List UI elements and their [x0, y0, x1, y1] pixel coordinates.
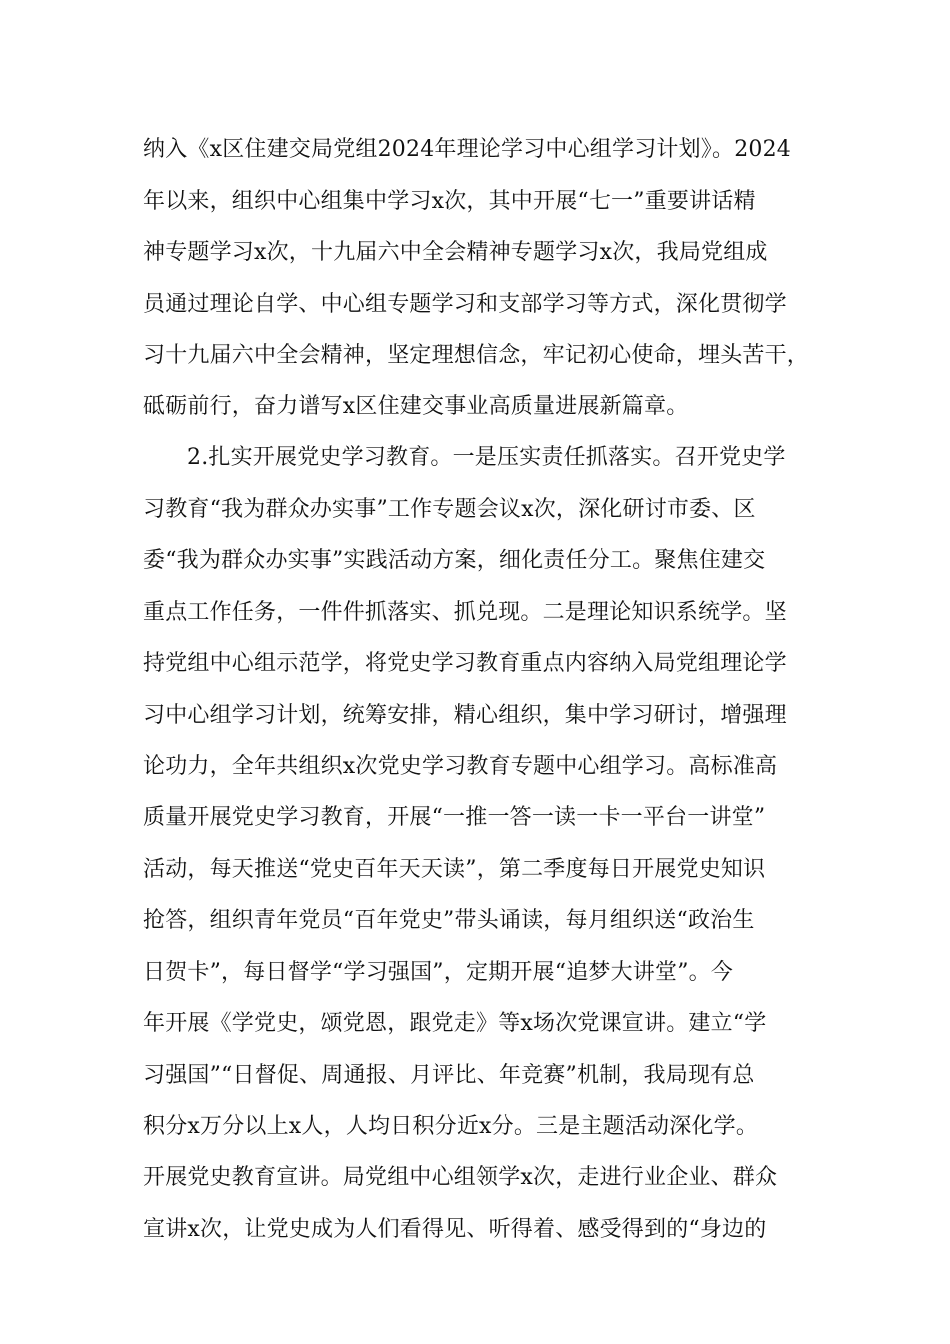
text-line: 委“我为群众办实事”实践活动方案，细化责任分工。聚焦住建交: [143, 548, 766, 573]
text-line: 抢答，组织青年党员“百年党史”带头诵读，每月组织送“政治生: [143, 908, 755, 933]
text-line: 开展党史教育宣讲。局党组中心组领学x次，走进行业企业、群众: [143, 1165, 778, 1190]
text-line: 论功力，全年共组织x次党史学习教育专题中心组学习。高标准高: [143, 754, 778, 779]
text-line: 员通过理论自学、中心组专题学习和支部学习等方式，深化贯彻学: [143, 292, 787, 317]
text-line: 活动，每天推送“党史百年天天读”，第二季度每日开展党史知识: [143, 857, 766, 882]
paragraph-first-line: 2.扎实开展党史学习教育。一是压实责任抓落实。召开党史学: [187, 445, 786, 470]
text-line: 持党组中心组示范学，将党史学习教育重点内容纳入局党组理论学: [143, 651, 787, 676]
text-line: 习十九届六中全会精神，坚定理想信念，牢记初心使命，埋头苦干，: [143, 343, 810, 368]
text-line: 质量开展党史学习教育，开展“一推一答一读一卡一平台一讲堂”: [143, 805, 766, 830]
text-line: 年开展《学党史，颂党恩，跟党走》等x场次党课宣讲。建立“学: [143, 1011, 767, 1036]
text-line: 积分x万分以上x人，人均日积分近x分。三是主题活动深化学。: [143, 1114, 759, 1139]
text-line: 神专题学习x次，十九届六中全会精神专题学习x次，我局党组成: [143, 240, 768, 265]
text-line: 习强国”“日督促、周通报、月评比、年竞赛”机制，我局现有总: [143, 1063, 755, 1088]
text-line: 砥砺前行，奋力谱写x区住建交事业高质量进展新篇章。: [143, 394, 689, 419]
text-line: 习教育“我为群众办实事”工作专题会议x次，深化研讨市委、区: [143, 497, 756, 522]
text-line: 习中心组学习计划，统筹安排，精心组织，集中学习研讨，增强理: [143, 703, 787, 728]
text-line: 宣讲x次，让党史成为人们看得见、听得着、感受得到的“身边的: [143, 1217, 767, 1242]
text-line: 纳入《x区住建交局党组2024年理论学习中心组学习计划》。2024: [143, 137, 791, 162]
text-line: 重点工作任务，一件件抓落实、抓兑现。二是理论知识系统学。坚: [143, 600, 787, 625]
text-line: 年以来，组织中心组集中学习x次，其中开展“七一”重要讲话精: [143, 189, 756, 214]
text-line: 日贺卡”，每日督学“学习强国”，定期开展“追梦大讲堂”。今: [143, 960, 734, 985]
